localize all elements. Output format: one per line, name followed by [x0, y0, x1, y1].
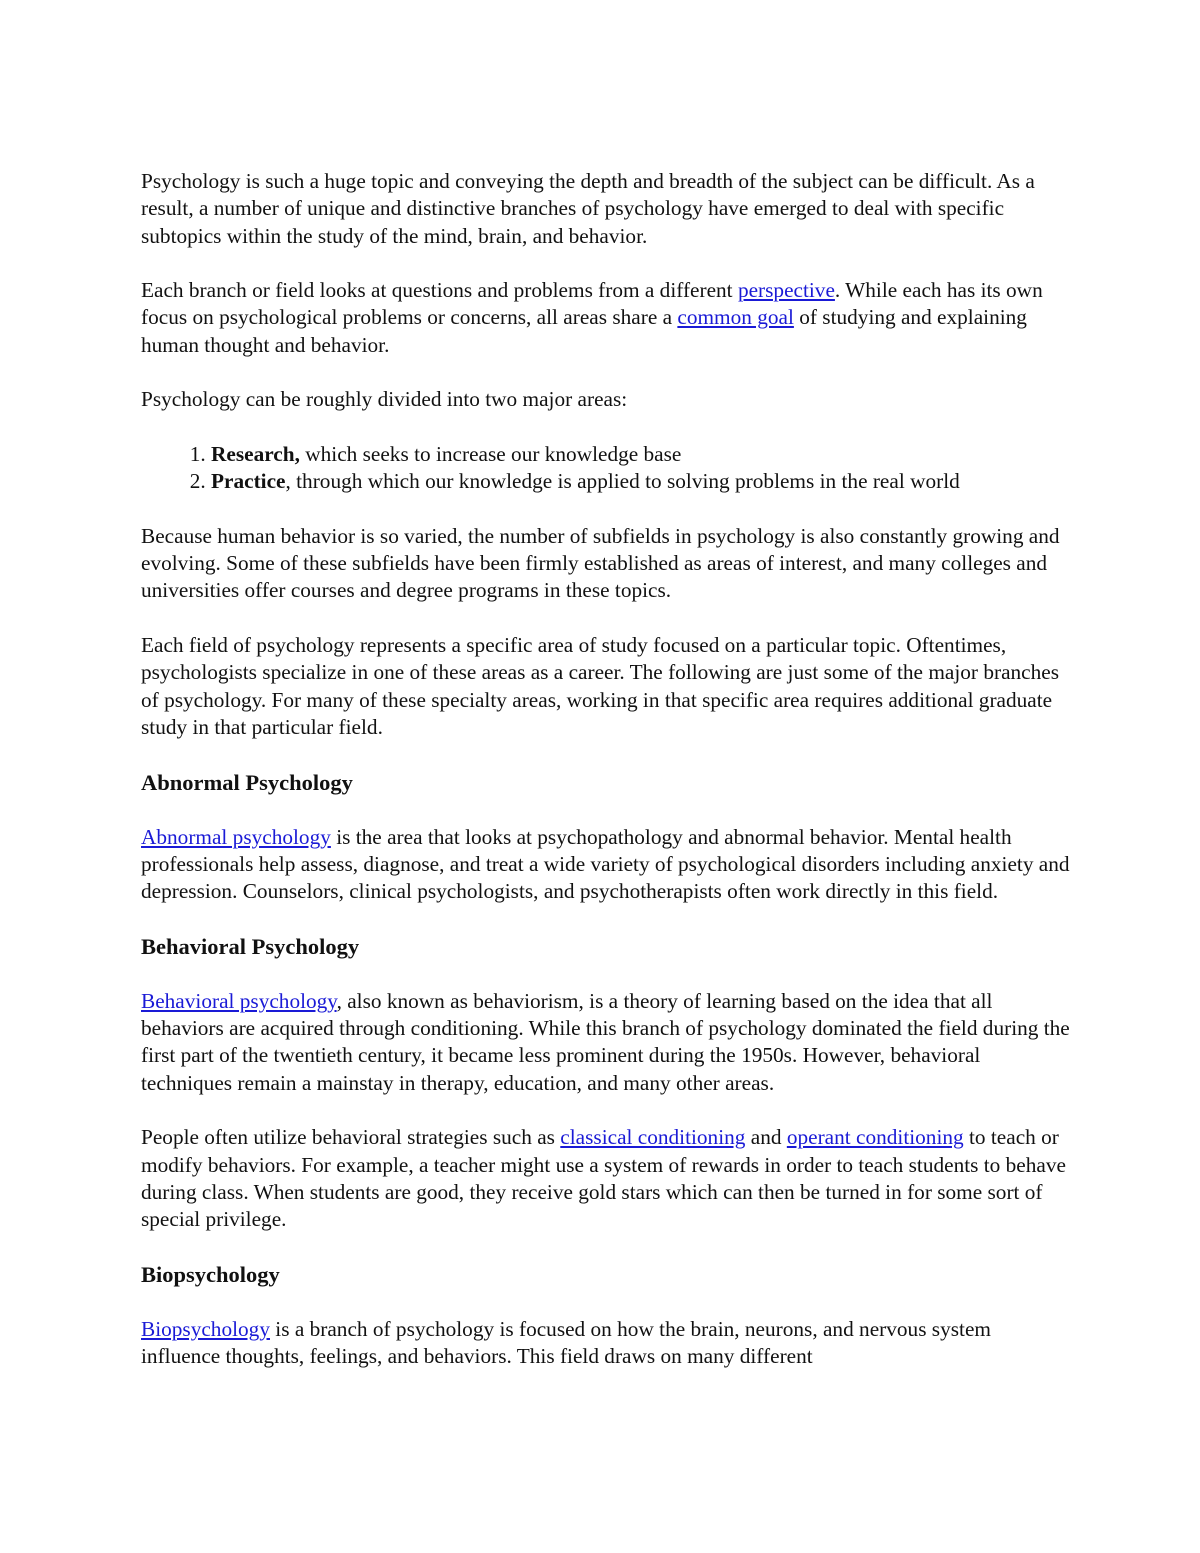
perspective-paragraph	[141, 277, 1071, 359]
abnormal-psychology-link[interactable]: Abnormal psychology	[141, 824, 331, 849]
list-item-text: , through which our knowledge is applied to solving problems in the real world	[285, 469, 960, 494]
biopsychology-heading: Biopsychology	[141, 1261, 280, 1287]
subfields-paragraph	[141, 523, 1071, 605]
biopsychology-link[interactable]: Biopsychology	[141, 1316, 270, 1341]
paragraph-text: Because human behavior is so varied, the number of subfields in psychology is also constantly growing and evolving. Some of these subfields have been firmly established as areas of interest, and many colleges and universities offer courses and degree programs in these topics.	[141, 523, 1060, 603]
paragraph-text: , also known as behaviorism, is a theory of learning based on the idea that all behaviors are acquired through conditioning. While this branch of psychology dominated the field during the first part of the twentieth century, it became less prominent during the 1950s. However, behavioral techniques remain a mainstay in therapy, education, and many other areas.	[141, 988, 1070, 1095]
paragraph-text: to teach or modify behaviors. For example, a teacher might use a system of rewards in order to teach students to behave during class. When students are good, they receive gold stars which can then be turned in for some sort of special privilege.	[141, 1125, 1066, 1232]
document-page	[141, 168, 1071, 1398]
specialize-paragraph	[141, 632, 1071, 741]
paragraph-text: and	[745, 1125, 787, 1150]
paragraph-text: . While each has its own focus on psychological problems or concerns, all areas share a	[141, 278, 1043, 330]
behavioral-psychology-link[interactable]: Behavioral psychology	[141, 988, 337, 1013]
paragraph-text: Psychology can be roughly divided into two major areas:	[141, 387, 628, 412]
list-item-practice	[211, 468, 1071, 495]
paragraph-text: of studying and explaining human thought and behavior.	[141, 305, 1027, 357]
intro-paragraph	[141, 168, 1071, 250]
perspective-link[interactable]: perspective	[737, 278, 835, 303]
behavioral-heading: Behavioral Psychology	[141, 933, 360, 959]
operant-conditioning-link[interactable]: operant conditioning	[786, 1125, 964, 1150]
biopsychology-paragraph	[141, 1316, 1071, 1371]
conditioning-paragraph	[141, 1124, 1071, 1233]
paragraph-text: Each field of psychology represents a specific area of study focused on a particular topic. Oftentimes, psychologists specialize in one of these areas as a career. The following are just some of the major branches of psychology. For many of these specialty areas, working in that specific area requires additional graduate study in that particular field.	[141, 633, 1060, 739]
behavioral-paragraph	[141, 988, 1071, 1097]
abnormal-heading: Abnormal Psychology	[141, 769, 353, 795]
paragraph-text: People often utilize behavioral strategies such as	[141, 1125, 561, 1150]
abnormal-paragraph	[141, 824, 1071, 906]
list-item-bold: Research,	[211, 441, 300, 466]
list-item-bold: Practice	[211, 469, 286, 494]
areas-intro-paragraph	[141, 386, 1071, 413]
paragraph-text: Each branch or field looks at questions and problems from a different	[141, 278, 738, 303]
major-areas-list	[141, 441, 1071, 496]
paragraph-text: is a branch of psychology is focused on how the brain, neurons, and nervous system influence thoughts, feelings, and behaviors. This field draws on many different	[141, 1316, 991, 1368]
common-goal-link[interactable]: common goal	[677, 305, 794, 330]
list-item-research	[211, 441, 1071, 468]
classical-conditioning-link[interactable]: classical conditioning	[560, 1125, 746, 1150]
intro-text: Psychology is such a huge topic and conveying the depth and breadth of the subject can be difficult. As a result, a number of unique and distinctive branches of psychology have emerged to deal with specific subtopics within the study of the mind, brain, and behavior.	[141, 169, 1035, 248]
paragraph-text: is the area that looks at psychopathology and abnormal behavior. Mental health professionals help assess, diagnose, and treat a wide variety of psychological disorders including anxiety and depression. Counselors, clinical psychologists, and psychotherapists often work directly in this field.	[141, 824, 1070, 904]
list-item-text: which seeks to increase our knowledge base	[299, 441, 682, 466]
